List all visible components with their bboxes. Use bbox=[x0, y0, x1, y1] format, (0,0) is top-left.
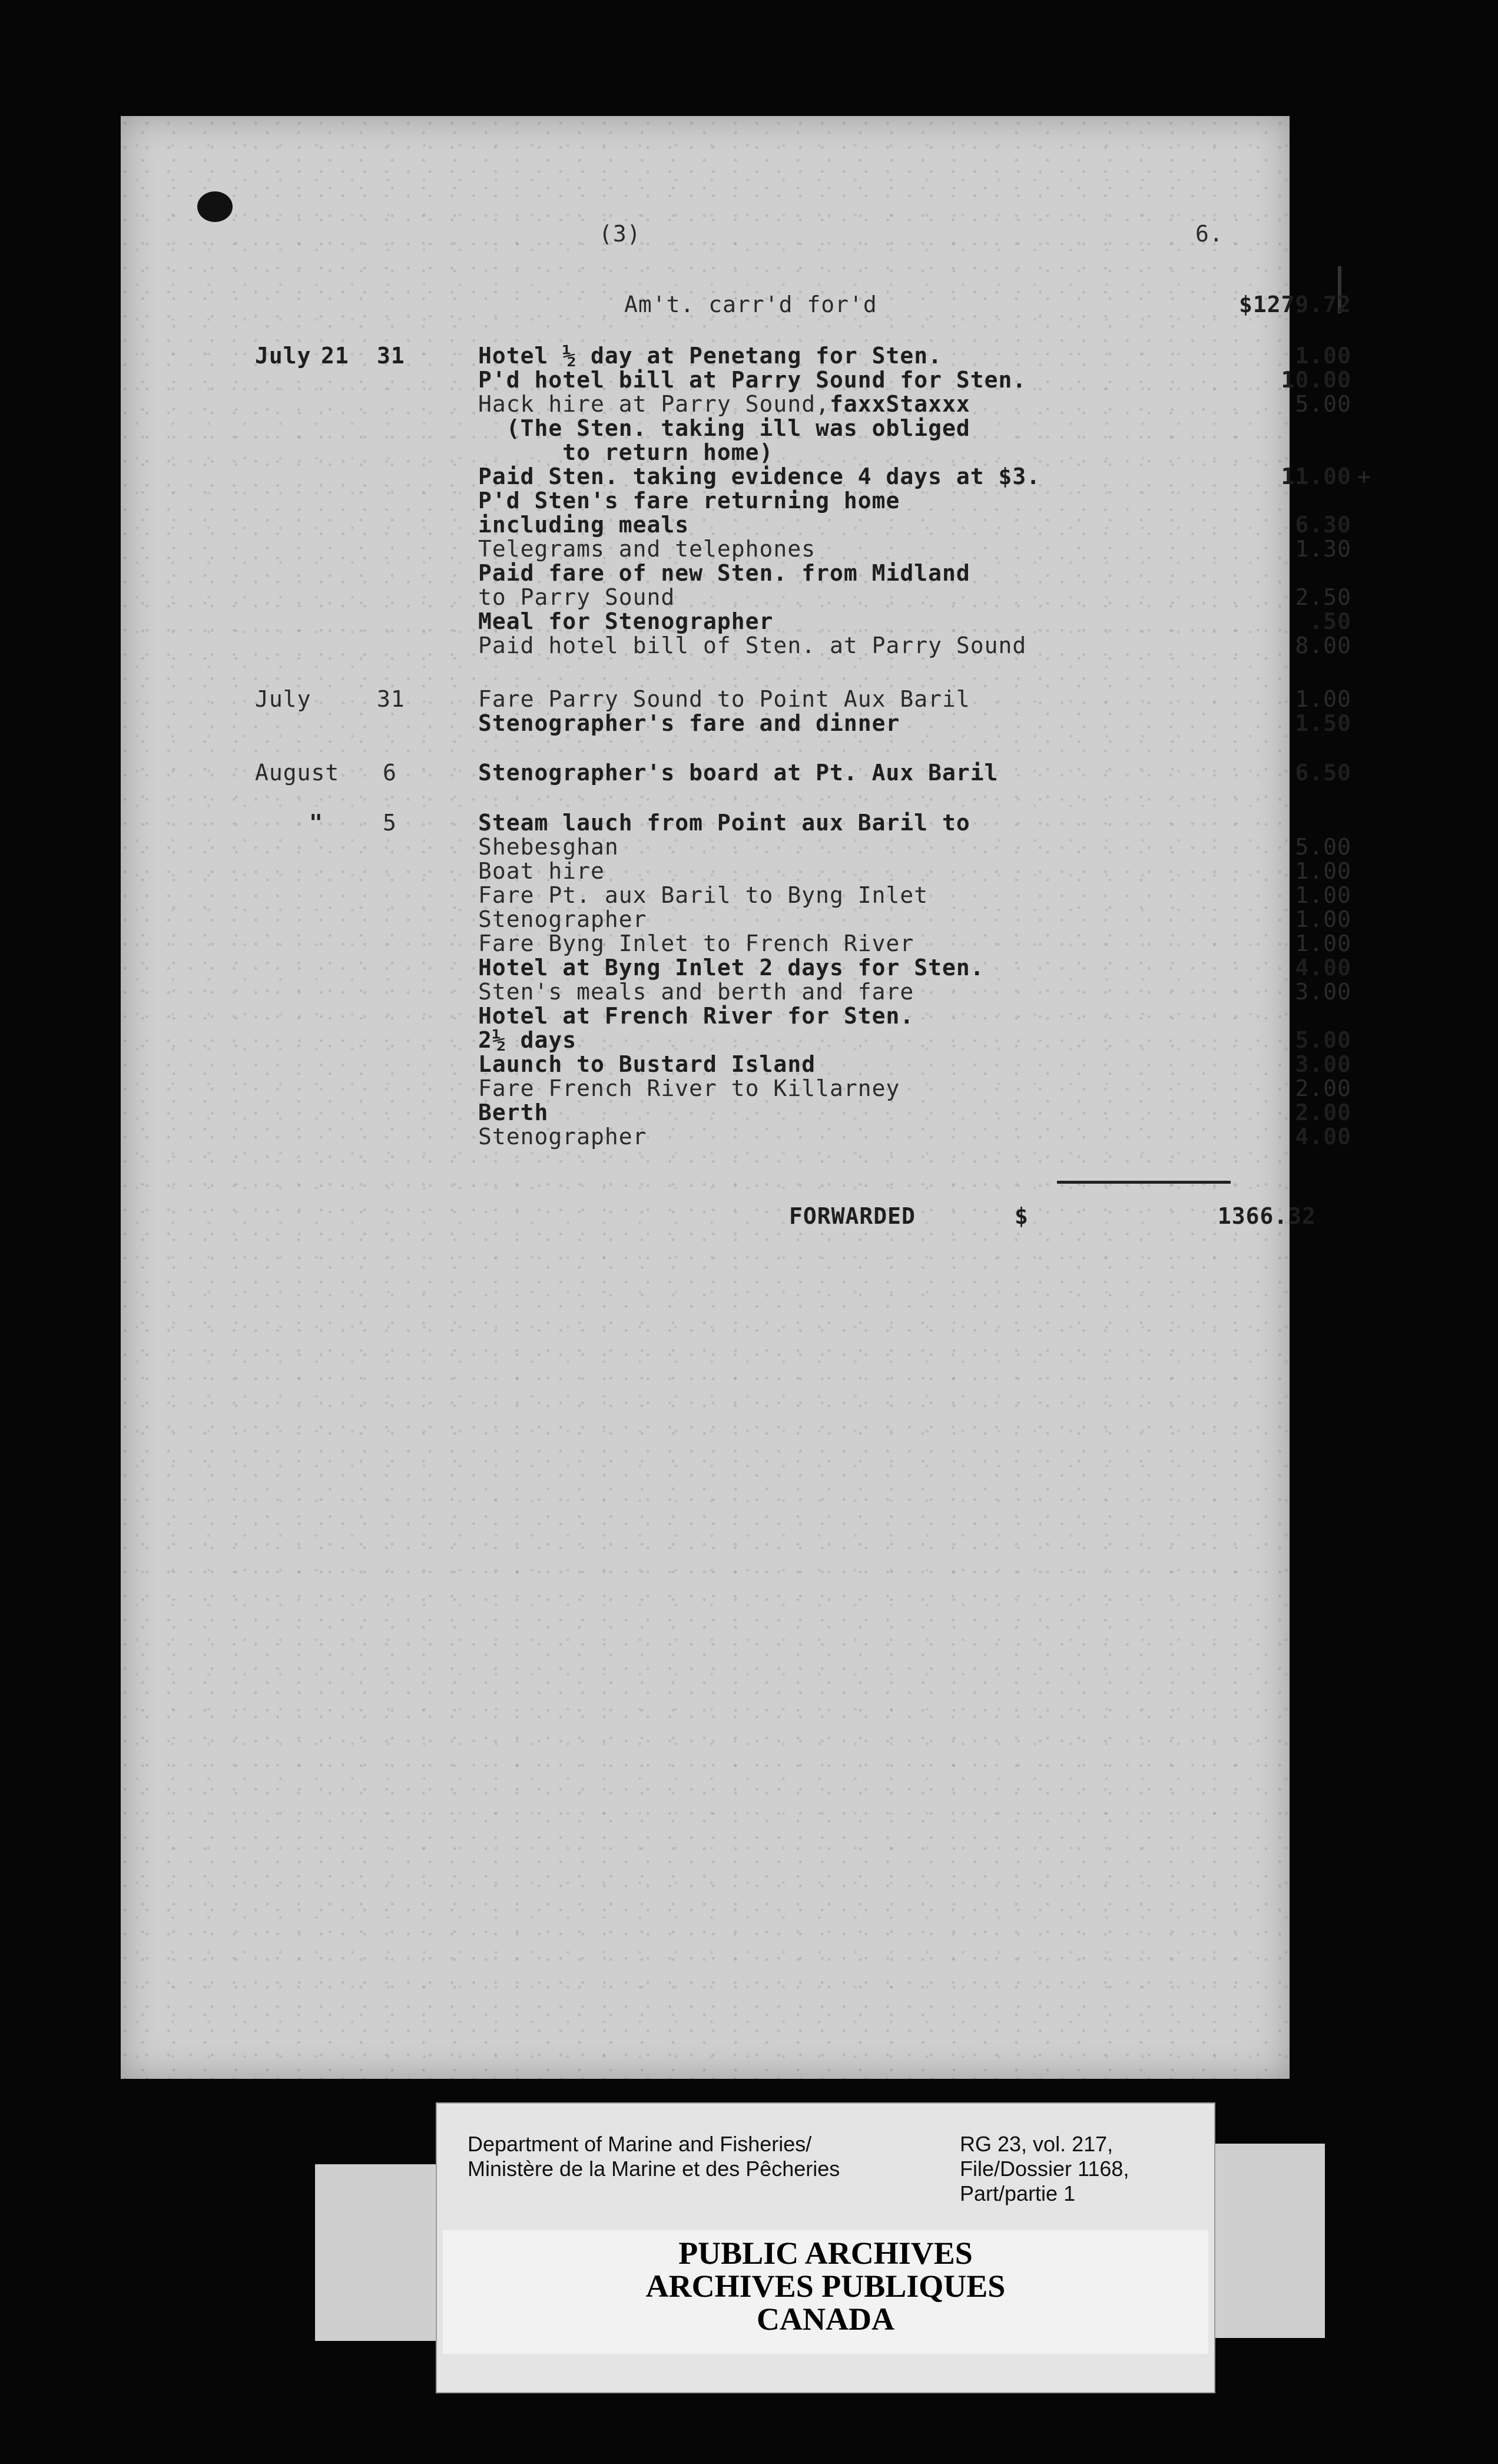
entry-date-month: August bbox=[255, 760, 340, 786]
entry-description: Telegrams and telephones bbox=[478, 536, 816, 562]
ledger-page bbox=[121, 116, 1371, 2079]
entry-description: Fare Pt. aux Baril to Byng Inlet bbox=[478, 882, 929, 908]
entry-amount: 1.00 bbox=[1295, 343, 1351, 369]
margin-mark: + bbox=[1357, 463, 1371, 489]
entry-description: Hotel ½ day at Penetang for Sten. bbox=[478, 343, 942, 369]
forwarded-amount: 1366.32 bbox=[1217, 1203, 1316, 1229]
entry-amount: 10.00 bbox=[1281, 367, 1351, 393]
entry-description: Fare Byng Inlet to French River bbox=[478, 930, 914, 956]
department-fr: Ministère de la Marine et des Pêcheries bbox=[468, 2157, 840, 2181]
archive-label bbox=[436, 2102, 1215, 2393]
entry-description: Berth bbox=[478, 1099, 549, 1125]
stamp-line3: CANADA bbox=[757, 2301, 894, 2337]
entry-description: Stenographer's board at Pt. Aux Baril bbox=[478, 760, 999, 786]
entry-description: 2½ days bbox=[478, 1027, 577, 1053]
entry-description: Stenographer bbox=[478, 1124, 647, 1150]
reference-line2: File/Dossier 1168, bbox=[960, 2157, 1129, 2181]
entry-amount: 1.50 bbox=[1295, 710, 1351, 736]
entry-amount: 1.00 bbox=[1295, 882, 1351, 908]
entry-description: Sten's meals and berth and fare bbox=[478, 979, 914, 1005]
carried-forward-label: Am't. carr'd for'd bbox=[624, 292, 877, 317]
entry-amount: 6.50 bbox=[1295, 760, 1351, 786]
entry-amount: .50 bbox=[1309, 608, 1351, 634]
forwarded-currency: $ bbox=[1015, 1203, 1029, 1229]
entry-amount: 2.00 bbox=[1295, 1099, 1351, 1125]
entry-description: Steam lauch from Point aux Baril to bbox=[478, 810, 970, 836]
entry-date-month: " bbox=[309, 810, 323, 836]
entry-description: to Parry Sound bbox=[478, 584, 675, 610]
entry-description bbox=[478, 392, 970, 416]
stamp-line1: PUBLIC ARCHIVES bbox=[678, 2236, 973, 2271]
department-en: Department of Marine and Fisheries/ bbox=[468, 2132, 812, 2156]
entry-description: (The Sten. taking ill was obliged bbox=[478, 415, 970, 441]
stamp-line2: ARCHIVES PUBLIQUES bbox=[645, 2268, 1006, 2304]
label-mount-right bbox=[1210, 2144, 1325, 2338]
struck-text: faxxStaxxx bbox=[829, 391, 970, 417]
entry-description: Shebesghan bbox=[478, 834, 619, 860]
entry-amount: 11.00 bbox=[1281, 463, 1351, 489]
entry-amount: 1.00 bbox=[1295, 858, 1351, 884]
total-underline bbox=[1057, 1181, 1231, 1184]
entry-description: Hotel at Byng Inlet 2 days for Sten. bbox=[478, 955, 985, 981]
label-mount-left bbox=[315, 2164, 439, 2341]
entry-description: Fare Parry Sound to Point Aux Baril bbox=[478, 686, 970, 712]
entry-amount: 1.00 bbox=[1295, 906, 1351, 932]
entry-amount: 8.00 bbox=[1295, 632, 1351, 658]
entry-description: Meal for Stenographer bbox=[478, 608, 774, 634]
carried-forward-amount: $1279.72 bbox=[1238, 292, 1351, 317]
entry-amount: 1.00 bbox=[1295, 930, 1351, 956]
entry-description: to return home) bbox=[478, 439, 774, 465]
reference-line1: RG 23, vol. 217, bbox=[960, 2132, 1113, 2156]
entry-amount: 3.00 bbox=[1295, 979, 1351, 1005]
page-number-right: 6. bbox=[1195, 221, 1224, 247]
entry-amount: 5.00 bbox=[1295, 834, 1351, 860]
entry-amount: 2.00 bbox=[1295, 1075, 1351, 1101]
entry-description: Stenographer bbox=[478, 906, 647, 932]
punch-hole bbox=[197, 191, 233, 222]
entry-amount: 4.00 bbox=[1295, 955, 1351, 981]
entry-amount: 3.00 bbox=[1295, 1051, 1351, 1077]
entry-description: including meals bbox=[478, 512, 690, 538]
entry-amount: 4.00 bbox=[1295, 1124, 1351, 1150]
entry-amount: 6.30 bbox=[1295, 512, 1351, 538]
entry-date-day: 31 bbox=[377, 686, 405, 712]
entry-amount: 1.30 bbox=[1295, 536, 1351, 562]
entry-description: P'd hotel bill at Parry Sound for Sten. bbox=[478, 367, 1027, 393]
page-number-center: (3) bbox=[599, 221, 641, 247]
entry-amount: 5.00 bbox=[1295, 1027, 1351, 1053]
entry-date-day: 5 bbox=[383, 810, 397, 836]
entry-date-struck: 21 bbox=[321, 343, 349, 369]
entry-date-day: 31 bbox=[377, 343, 405, 369]
entry-amount: 2.50 bbox=[1295, 584, 1351, 610]
entry-description: Paid hotel bill of Sten. at Parry Sound bbox=[478, 632, 1027, 658]
entry-description: Paid fare of new Sten. from Midland bbox=[478, 560, 970, 586]
entry-description: Paid Sten. taking evidence 4 days at $3. bbox=[478, 463, 1041, 489]
entry-description: Stenographer's fare and dinner bbox=[478, 710, 900, 736]
entry-description: Hotel at French River for Sten. bbox=[478, 1003, 914, 1029]
entry-amount: 5.00 bbox=[1295, 391, 1351, 417]
entry-description: Boat hire bbox=[478, 858, 605, 884]
entry-date-month: July bbox=[255, 343, 311, 369]
archive-stamp bbox=[443, 2230, 1208, 2354]
forwarded-label: FORWARDED bbox=[789, 1203, 916, 1229]
entry-description: Fare French River to Killarney bbox=[478, 1075, 900, 1101]
entry-date-day: 6 bbox=[383, 760, 397, 786]
reference-line3: Part/partie 1 bbox=[960, 2181, 1076, 2205]
entry-date-month: July bbox=[255, 686, 311, 712]
entry-description-text: Hack hire at Parry Sound, bbox=[478, 391, 830, 417]
entry-description: P'd Sten's fare returning home bbox=[478, 488, 900, 514]
entry-amount: 1.00 bbox=[1295, 686, 1351, 712]
entry-description: Launch to Bustard Island bbox=[478, 1051, 816, 1077]
